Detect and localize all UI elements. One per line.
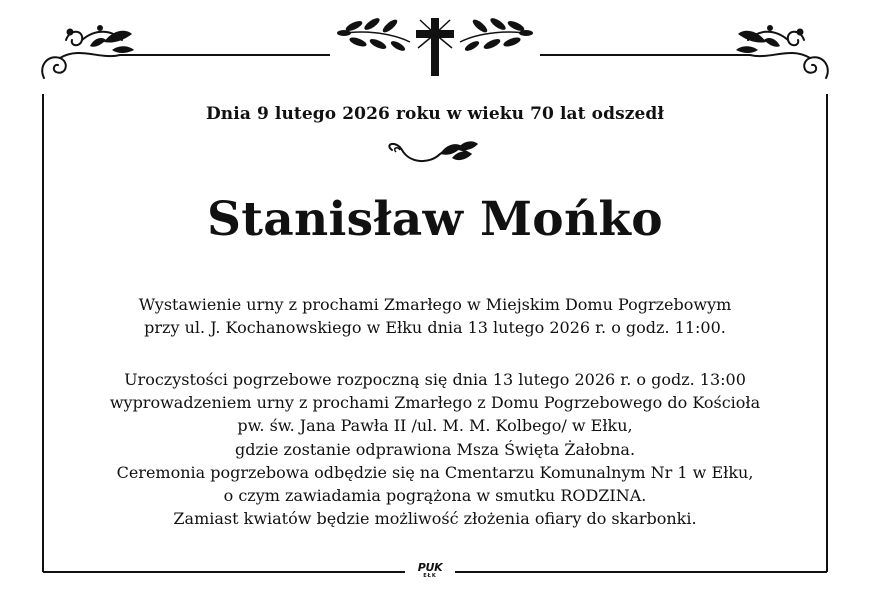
puk-logo (409, 562, 451, 579)
text-line: Zamiast kwiatów będzie możliwość złożenia ofiary do skarbonki. (173, 509, 697, 529)
left-corner-flourish-icon (42, 26, 134, 78)
right-corner-flourish-icon (736, 26, 828, 78)
deceased-name: Stanisław Mońko (207, 192, 663, 247)
text-line: przy ul. J. Kochanowskiego w Ełku dnia 13 lutego 2026 r. o godz. 11:00. (144, 318, 726, 338)
paragraph-ceremony (60, 368, 810, 530)
notice-intro: Dnia 9 lutego 2026 roku w wieku 70 lat odszedł (205, 104, 665, 124)
vine-divider-icon (389, 141, 478, 161)
cross-with-rays-icon (337, 16, 533, 76)
paragraph-viewing (60, 293, 810, 339)
logo-sub-text: EŁK (423, 573, 437, 579)
text-line: Wystawienie urny z prochami Zmarłego w Miejskim Domu Pogrzebowym (138, 295, 732, 314)
text-line: Ceremonia pogrzebowa odbędzie się na Cmentarzu Komunalnym Nr 1 w Ełku, (116, 462, 754, 482)
text-line: o czym zawiadamia pogrążona w smutku RODZINA. (223, 486, 647, 506)
text-line: gdzie zostanie odprawiona Msza Święta Żałobna. (234, 439, 636, 459)
text-line: wyprowadzeniem urny z prochami Zmarłego z Domu Pogrzebowego do Kościoła (109, 393, 761, 413)
logo-main-text: PUK (417, 561, 443, 574)
text-line: Uroczystości pogrzebowe rozpoczną się dnia 13 lutego 2026 r. o godz. 13:00 (124, 370, 746, 389)
text-line: pw. św. Jana Pawła II /ul. M. M. Kolbego/ w Ełku, (237, 416, 633, 436)
